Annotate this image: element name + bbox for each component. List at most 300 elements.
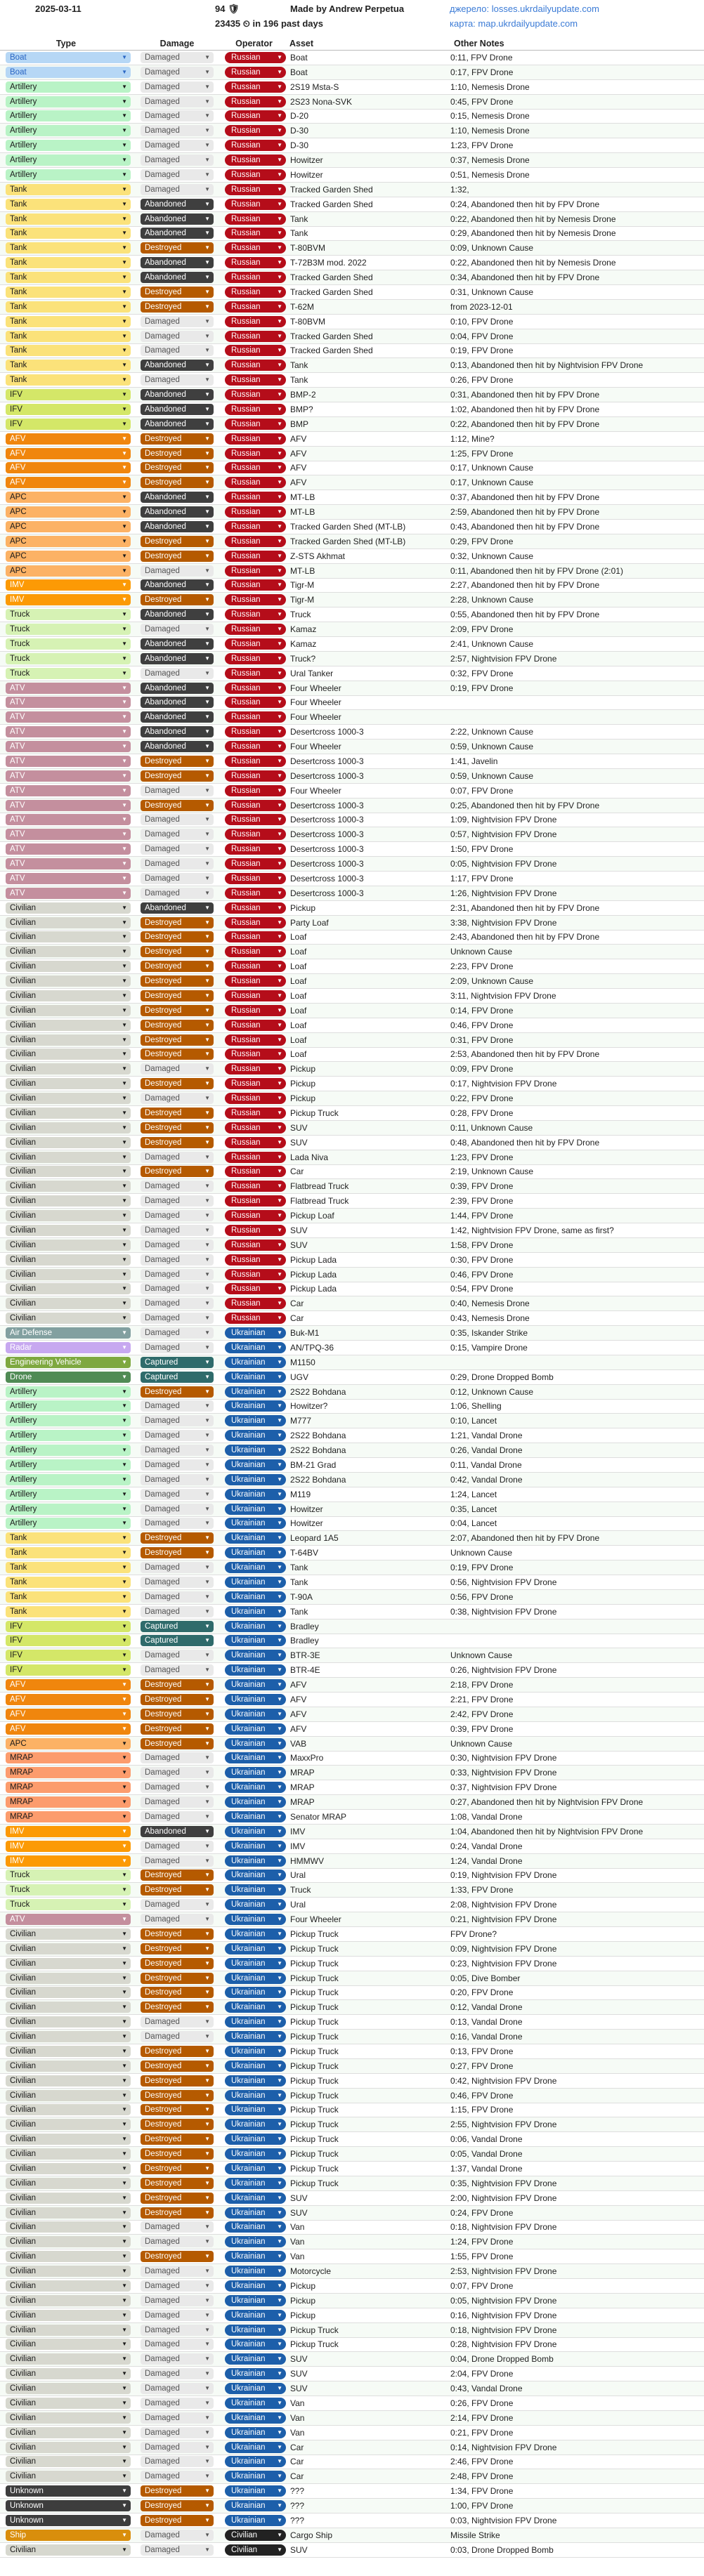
type-select[interactable] [6, 1826, 131, 1837]
damage-select[interactable] [141, 1298, 214, 1309]
damage-select[interactable] [141, 433, 214, 445]
operator-select[interactable] [225, 1489, 286, 1500]
type-select[interactable] [6, 1078, 131, 1089]
type-select[interactable] [6, 1928, 131, 1940]
damage-select[interactable] [141, 1943, 214, 1954]
type-select[interactable] [6, 1240, 131, 1251]
damage-select[interactable] [141, 257, 214, 268]
operator-select[interactable] [225, 638, 286, 650]
operator-select[interactable] [225, 2266, 286, 2277]
damage-select[interactable] [141, 2193, 214, 2204]
damage-select[interactable] [141, 2368, 214, 2379]
type-select[interactable] [6, 2383, 131, 2394]
type-select[interactable] [6, 756, 131, 767]
damage-select[interactable] [141, 462, 214, 473]
damage-select[interactable] [141, 1518, 214, 1529]
type-select[interactable] [6, 1606, 131, 1617]
operator-select[interactable] [225, 213, 286, 225]
type-select[interactable] [6, 1899, 131, 1910]
type-select[interactable] [6, 2325, 131, 2336]
damage-select[interactable] [141, 2061, 214, 2072]
operator-select[interactable] [225, 975, 286, 987]
type-select[interactable] [6, 272, 131, 283]
damage-select[interactable] [141, 125, 214, 136]
type-select[interactable] [6, 2368, 131, 2379]
operator-select[interactable] [225, 1283, 286, 1294]
operator-select[interactable] [225, 2353, 286, 2365]
operator-select[interactable] [225, 1635, 286, 1646]
type-select[interactable] [6, 1796, 131, 1808]
type-select[interactable] [6, 331, 131, 342]
damage-select[interactable] [141, 404, 214, 415]
damage-select[interactable] [141, 1532, 214, 1544]
type-select[interactable] [6, 668, 131, 679]
operator-select[interactable] [225, 1078, 286, 1089]
operator-select[interactable] [225, 52, 286, 63]
operator-select[interactable] [225, 389, 286, 400]
damage-select[interactable] [141, 2471, 214, 2482]
operator-select[interactable] [225, 1210, 286, 1221]
type-select[interactable] [6, 1372, 131, 1383]
operator-select[interactable] [225, 829, 286, 840]
damage-select[interactable] [141, 2280, 214, 2292]
damage-select[interactable] [141, 448, 214, 459]
type-select[interactable] [6, 975, 131, 987]
type-select[interactable] [6, 2002, 131, 2013]
damage-select[interactable] [141, 2221, 214, 2233]
operator-select[interactable] [225, 1225, 286, 1236]
damage-select[interactable] [141, 697, 214, 708]
operator-select[interactable] [225, 1063, 286, 1075]
damage-select[interactable] [141, 2236, 214, 2247]
damage-select[interactable] [141, 1283, 214, 1294]
damage-select[interactable] [141, 1547, 214, 1558]
type-select[interactable] [6, 1474, 131, 1485]
type-select[interactable] [6, 1914, 131, 1925]
operator-select[interactable] [225, 2207, 286, 2219]
operator-select[interactable] [225, 1298, 286, 1309]
type-select[interactable] [6, 1973, 131, 1984]
type-select[interactable] [6, 2456, 131, 2467]
operator-select[interactable] [225, 287, 286, 298]
damage-select[interactable] [141, 756, 214, 767]
type-select[interactable] [6, 1841, 131, 1852]
type-select[interactable] [6, 1063, 131, 1075]
type-select[interactable] [6, 2016, 131, 2028]
damage-select[interactable] [141, 858, 214, 869]
operator-select[interactable] [225, 1386, 286, 1398]
damage-select[interactable] [141, 67, 214, 78]
damage-select[interactable] [141, 1606, 214, 1617]
damage-select[interactable] [141, 140, 214, 151]
operator-select[interactable] [225, 448, 286, 459]
damage-select[interactable] [141, 492, 214, 503]
type-select[interactable] [6, 2544, 131, 2556]
type-select[interactable] [6, 1400, 131, 1412]
type-select[interactable] [6, 433, 131, 445]
damage-select[interactable] [141, 814, 214, 825]
damage-select[interactable] [141, 96, 214, 107]
damage-select[interactable] [141, 2148, 214, 2160]
type-select[interactable] [6, 448, 131, 459]
operator-select[interactable] [225, 800, 286, 811]
operator-select[interactable] [225, 2485, 286, 2497]
type-select[interactable] [6, 67, 131, 78]
type-select[interactable] [6, 1547, 131, 1558]
damage-select[interactable] [141, 2442, 214, 2453]
operator-select[interactable] [225, 2500, 286, 2511]
type-select[interactable] [6, 1650, 131, 1661]
damage-select[interactable] [141, 2427, 214, 2438]
damage-select[interactable] [141, 2090, 214, 2101]
operator-select[interactable] [225, 2236, 286, 2247]
type-select[interactable] [6, 653, 131, 664]
operator-select[interactable] [225, 1005, 286, 1016]
operator-select[interactable] [225, 551, 286, 562]
operator-select[interactable] [225, 199, 286, 210]
type-select[interactable] [6, 2442, 131, 2453]
type-select[interactable] [6, 360, 131, 371]
type-select[interactable] [6, 316, 131, 327]
damage-select[interactable] [141, 169, 214, 180]
type-select[interactable] [6, 2412, 131, 2424]
operator-select[interactable] [225, 1547, 286, 1558]
operator-select[interactable] [225, 404, 286, 415]
operator-select[interactable] [225, 1093, 286, 1104]
damage-select[interactable] [141, 2119, 214, 2130]
type-select[interactable] [6, 888, 131, 899]
operator-select[interactable] [225, 1752, 286, 1763]
operator-select[interactable] [225, 1869, 286, 1881]
type-select[interactable] [6, 873, 131, 884]
operator-select[interactable] [225, 331, 286, 342]
damage-select[interactable] [141, 2383, 214, 2394]
operator-select[interactable] [225, 1327, 286, 1339]
type-select[interactable] [6, 1679, 131, 1690]
operator-select[interactable] [225, 2456, 286, 2467]
operator-select[interactable] [225, 1020, 286, 1031]
damage-select[interactable] [141, 1327, 214, 1339]
damage-select[interactable] [141, 345, 214, 356]
type-select[interactable] [6, 770, 131, 782]
type-select[interactable] [6, 199, 131, 210]
map-link[interactable]: карта: map.ukrdailyupdate.com [450, 18, 578, 29]
type-select[interactable] [6, 2236, 131, 2247]
damage-select[interactable] [141, 1811, 214, 1822]
operator-select[interactable] [225, 1532, 286, 1544]
operator-select[interactable] [225, 668, 286, 679]
damage-select[interactable] [141, 389, 214, 400]
type-select[interactable] [6, 1884, 131, 1895]
type-select[interactable] [6, 624, 131, 635]
operator-select[interactable] [225, 2016, 286, 2028]
damage-select[interactable] [141, 1430, 214, 1441]
operator-select[interactable] [225, 594, 286, 605]
damage-select[interactable] [141, 565, 214, 577]
damage-select[interactable] [141, 1621, 214, 1632]
damage-select[interactable] [141, 1137, 214, 1148]
damage-select[interactable] [141, 609, 214, 620]
damage-select[interactable] [141, 2530, 214, 2541]
damage-select[interactable] [141, 1562, 214, 1573]
damage-select[interactable] [141, 829, 214, 840]
operator-select[interactable] [225, 1606, 286, 1617]
operator-select[interactable] [225, 1723, 286, 1735]
damage-select[interactable] [141, 975, 214, 987]
operator-select[interactable] [225, 858, 286, 869]
operator-select[interactable] [225, 1679, 286, 1690]
operator-select[interactable] [225, 1884, 286, 1895]
type-select[interactable] [6, 1987, 131, 1998]
operator-select[interactable] [225, 1034, 286, 1046]
damage-select[interactable] [141, 360, 214, 371]
operator-select[interactable] [225, 257, 286, 268]
type-select[interactable] [6, 711, 131, 723]
operator-select[interactable] [225, 1958, 286, 1969]
type-select[interactable] [6, 858, 131, 869]
operator-select[interactable] [225, 2061, 286, 2072]
damage-select[interactable] [141, 1855, 214, 1867]
type-select[interactable] [6, 1327, 131, 1339]
type-select[interactable] [6, 1386, 131, 1398]
damage-select[interactable] [141, 726, 214, 737]
damage-select[interactable] [141, 2163, 214, 2174]
type-select[interactable] [6, 2251, 131, 2262]
type-select[interactable] [6, 2134, 131, 2145]
type-select[interactable] [6, 1049, 131, 1060]
type-select[interactable] [6, 1020, 131, 1031]
type-select[interactable] [6, 2353, 131, 2365]
operator-select[interactable] [225, 419, 286, 430]
operator-select[interactable] [225, 125, 286, 136]
operator-select[interactable] [225, 1254, 286, 1266]
damage-select[interactable] [141, 785, 214, 796]
operator-select[interactable] [225, 1811, 286, 1822]
type-select[interactable] [6, 2090, 131, 2101]
operator-select[interactable] [225, 1415, 286, 1426]
damage-select[interactable] [141, 301, 214, 313]
damage-select[interactable] [141, 1386, 214, 1398]
damage-select[interactable] [141, 1577, 214, 1588]
damage-select[interactable] [141, 2104, 214, 2115]
damage-select[interactable] [141, 2207, 214, 2219]
type-select[interactable] [6, 1415, 131, 1426]
type-select[interactable] [6, 1591, 131, 1603]
damage-select[interactable] [141, 1254, 214, 1266]
type-select[interactable] [6, 1577, 131, 1588]
type-select[interactable] [6, 800, 131, 811]
damage-select[interactable] [141, 741, 214, 752]
operator-select[interactable] [225, 785, 286, 796]
damage-select[interactable] [141, 902, 214, 914]
operator-select[interactable] [225, 1313, 286, 1324]
type-select[interactable] [6, 697, 131, 708]
type-select[interactable] [6, 2104, 131, 2115]
operator-select[interactable] [225, 653, 286, 664]
damage-select[interactable] [141, 1152, 214, 1163]
operator-select[interactable] [225, 1767, 286, 1778]
operator-select[interactable] [225, 770, 286, 782]
type-select[interactable] [6, 785, 131, 796]
type-select[interactable] [6, 2530, 131, 2541]
operator-select[interactable] [225, 2134, 286, 2145]
type-select[interactable] [6, 2339, 131, 2350]
operator-select[interactable] [225, 1400, 286, 1412]
damage-select[interactable] [141, 213, 214, 225]
type-select[interactable] [6, 477, 131, 488]
type-select[interactable] [6, 1532, 131, 1544]
type-select[interactable] [6, 2310, 131, 2321]
operator-select[interactable] [225, 2031, 286, 2042]
damage-select[interactable] [141, 1782, 214, 1793]
type-select[interactable] [6, 1855, 131, 1867]
operator-select[interactable] [225, 1504, 286, 1515]
damage-select[interactable] [141, 624, 214, 635]
type-select[interactable] [6, 1518, 131, 1529]
type-select[interactable] [6, 917, 131, 928]
operator-select[interactable] [225, 1152, 286, 1163]
damage-select[interactable] [141, 331, 214, 342]
operator-select[interactable] [225, 624, 286, 635]
type-select[interactable] [6, 2515, 131, 2526]
damage-select[interactable] [141, 1459, 214, 1471]
operator-select[interactable] [225, 1826, 286, 1837]
operator-select[interactable] [225, 521, 286, 532]
operator-select[interactable] [225, 360, 286, 371]
type-select[interactable] [6, 1445, 131, 1456]
damage-select[interactable] [141, 2046, 214, 2057]
type-select[interactable] [6, 1357, 131, 1368]
damage-select[interactable] [141, 843, 214, 855]
operator-select[interactable] [225, 726, 286, 737]
damage-select[interactable] [141, 1166, 214, 1177]
operator-select[interactable] [225, 1650, 286, 1661]
damage-select[interactable] [141, 683, 214, 694]
type-select[interactable] [6, 2031, 131, 2042]
type-select[interactable] [6, 1869, 131, 1881]
type-select[interactable] [6, 1664, 131, 1676]
operator-select[interactable] [225, 814, 286, 825]
damage-select[interactable] [141, 770, 214, 782]
operator-select[interactable] [225, 1357, 286, 1368]
type-select[interactable] [6, 1943, 131, 1954]
damage-select[interactable] [141, 2266, 214, 2277]
type-select[interactable] [6, 1562, 131, 1573]
operator-select[interactable] [225, 2530, 286, 2541]
type-select[interactable] [6, 301, 131, 313]
type-select[interactable] [6, 345, 131, 356]
damage-select[interactable] [141, 2485, 214, 2497]
damage-select[interactable] [141, 1973, 214, 1984]
type-select[interactable] [6, 1225, 131, 1236]
type-select[interactable] [6, 169, 131, 180]
type-select[interactable] [6, 1210, 131, 1221]
damage-select[interactable] [141, 536, 214, 547]
type-select[interactable] [6, 741, 131, 752]
type-select[interactable] [6, 125, 131, 136]
operator-select[interactable] [225, 433, 286, 445]
type-select[interactable] [6, 551, 131, 562]
damage-select[interactable] [141, 521, 214, 532]
damage-select[interactable] [141, 1063, 214, 1075]
damage-select[interactable] [141, 1342, 214, 1353]
operator-select[interactable] [225, 1122, 286, 1133]
operator-select[interactable] [225, 1562, 286, 1573]
type-select[interactable] [6, 1254, 131, 1266]
type-select[interactable] [6, 1782, 131, 1793]
type-select[interactable] [6, 506, 131, 518]
damage-select[interactable] [141, 242, 214, 254]
operator-select[interactable] [225, 931, 286, 942]
type-select[interactable] [6, 902, 131, 914]
damage-select[interactable] [141, 2544, 214, 2556]
type-select[interactable] [6, 1005, 131, 1016]
type-select[interactable] [6, 184, 131, 195]
damage-select[interactable] [141, 946, 214, 957]
damage-select[interactable] [141, 579, 214, 591]
damage-select[interactable] [141, 1269, 214, 1280]
damage-select[interactable] [141, 1005, 214, 1016]
operator-select[interactable] [225, 2104, 286, 2115]
type-select[interactable] [6, 2471, 131, 2482]
operator-select[interactable] [225, 2075, 286, 2087]
operator-select[interactable] [225, 81, 286, 93]
operator-select[interactable] [225, 711, 286, 723]
type-select[interactable] [6, 2427, 131, 2438]
operator-select[interactable] [225, 1694, 286, 1705]
operator-select[interactable] [225, 902, 286, 914]
operator-select[interactable] [225, 228, 286, 239]
damage-select[interactable] [141, 1445, 214, 1456]
operator-select[interactable] [225, 888, 286, 899]
damage-select[interactable] [141, 1723, 214, 1735]
type-select[interactable] [6, 931, 131, 942]
type-select[interactable] [6, 1504, 131, 1515]
operator-select[interactable] [225, 1342, 286, 1353]
operator-select[interactable] [225, 374, 286, 386]
type-select[interactable] [6, 1122, 131, 1133]
type-select[interactable] [6, 1313, 131, 1324]
operator-select[interactable] [225, 1796, 286, 1808]
damage-select[interactable] [141, 228, 214, 239]
damage-select[interactable] [141, 1694, 214, 1705]
damage-select[interactable] [141, 1899, 214, 1910]
damage-select[interactable] [141, 1474, 214, 1485]
type-select[interactable] [6, 492, 131, 503]
operator-select[interactable] [225, 2280, 286, 2292]
operator-select[interactable] [225, 946, 286, 957]
type-select[interactable] [6, 1166, 131, 1177]
damage-select[interactable] [141, 1372, 214, 1383]
damage-select[interactable] [141, 1869, 214, 1881]
damage-select[interactable] [141, 2016, 214, 2028]
damage-select[interactable] [141, 2178, 214, 2189]
operator-select[interactable] [225, 1738, 286, 1749]
damage-select[interactable] [141, 2500, 214, 2511]
operator-select[interactable] [225, 477, 286, 488]
operator-select[interactable] [225, 2002, 286, 2013]
type-select[interactable] [6, 2221, 131, 2233]
type-select[interactable] [6, 1621, 131, 1632]
damage-select[interactable] [141, 1958, 214, 1969]
operator-select[interactable] [225, 1709, 286, 1720]
damage-select[interactable] [141, 711, 214, 723]
damage-select[interactable] [141, 1841, 214, 1852]
operator-select[interactable] [225, 1181, 286, 1192]
damage-select[interactable] [141, 184, 214, 195]
damage-select[interactable] [141, 1210, 214, 1221]
damage-select[interactable] [141, 931, 214, 942]
